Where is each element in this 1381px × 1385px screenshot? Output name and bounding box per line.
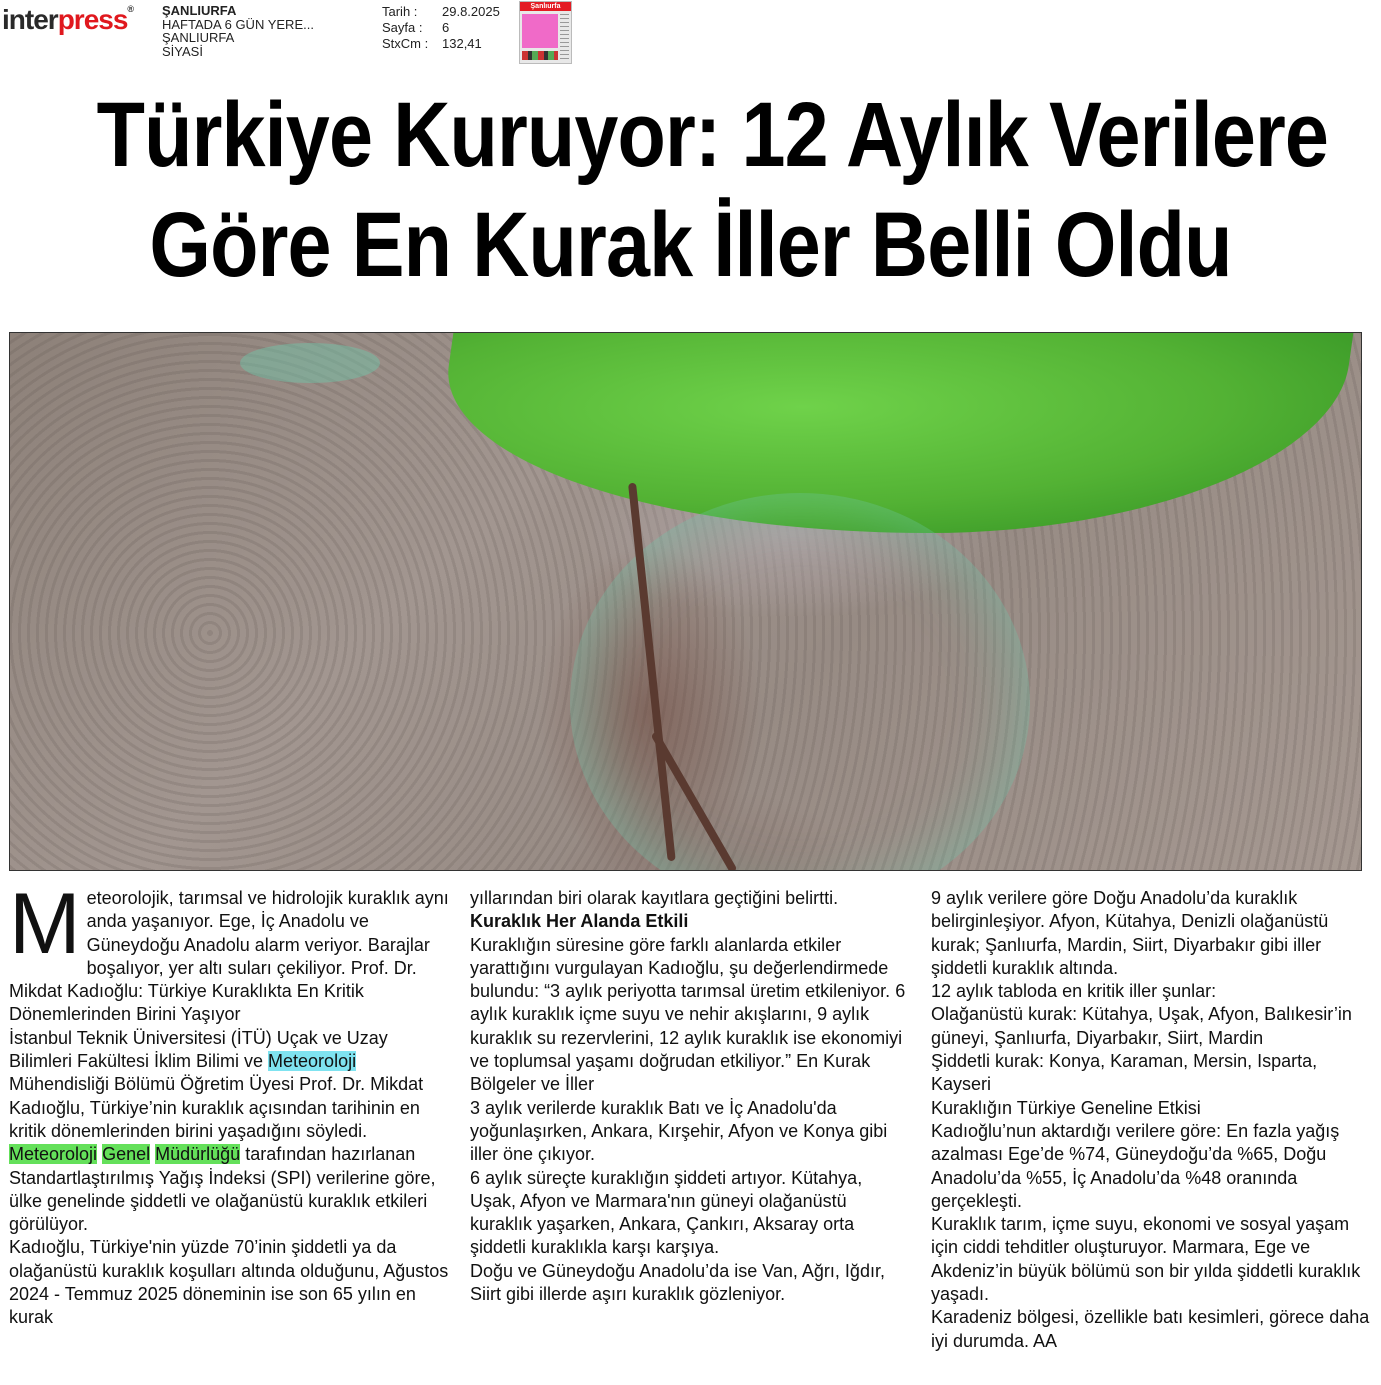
stxcm-label: StxCm : bbox=[382, 36, 429, 51]
thumbnail-masthead: Şanlıurfa bbox=[520, 2, 571, 11]
paragraph: 3 aylık verilerde kuraklık Batı ve İç Anadolu'da yoğunlaşırken, Ankara, Kırşehir, Afyon ve Konya gibi iller öne çıkıyor. bbox=[470, 1097, 888, 1165]
subheading: Kuraklık Her Alanda Etkili bbox=[470, 911, 689, 932]
clipping-header bbox=[0, 0, 1381, 66]
article-photo bbox=[9, 332, 1362, 871]
paragraph: Kadıoğlu’nun aktardığı verilere göre: En fazla yağış azalması Ege’de %74, Güneydoğu’da %65, Doğu Anadolu’da %55, İç Anadolu’da %48 oranında gerçekleşti. bbox=[931, 1120, 1340, 1211]
publication-info bbox=[162, 4, 314, 58]
paragraph: Meteorolojik, tarımsal ve hidrolojik kuraklık aynı anda yaşanıyor. Ege, İç Anadolu ve Güneydoğu Anadolu alarm veriyor. Barajlar boşalıyor, yer altı suları çekiliyor. Prof. Dr. Mikdat Kadıoğlu: Türkiye Kuraklıkta En Kritik Dönemlerinden Birini Yaşıyor bbox=[9, 876, 449, 1025]
page-value: 6 bbox=[442, 20, 450, 35]
thumbnail-text-lines bbox=[560, 14, 569, 60]
keyword-highlight: Müdürlüğü bbox=[155, 1144, 241, 1165]
page-label: Sayfa : bbox=[382, 20, 423, 35]
article-headline bbox=[96, 80, 1329, 300]
keyword-highlight: Meteoroloji bbox=[268, 1051, 357, 1072]
paragraph: Kadıoğlu, Türkiye'nin yüzde 70’inin şiddetli ya da olağanüstü kuraklık koşulları altında olduğunu, Ağustos 2024 - Temmuz 2025 döneminin ise son 65 yılın en kurak bbox=[9, 1237, 449, 1328]
paragraph: Kuraklığın Türkiye Geneline Etkisi bbox=[931, 1097, 1201, 1118]
article-column-1 bbox=[9, 876, 449, 1330]
paragraph: Doğu ve Güneydoğu Anadolu’da ise Van, Ağrı, Iğdır, Siirt gibi illerde aşırı kuraklık gözleniyor. bbox=[470, 1260, 885, 1305]
paragraph: Kuraklığın süresine göre farklı alanlarda etkiler yarattığını vurgulayan Kadıoğlu, şu değerlendirmede bulundu: “3 aylık periyotta tarımsal üretim etkileniyor. 6 aylık kuraklık içme suyu ve nehir akışlarını, 9 aylık kuraklık su rezervlerini, 12 aylık kuraklık ise ekonomiyi ve toplumsal yaşamı doğrudan etkiliyor.” En Kurak Bölgeler ve İller bbox=[470, 934, 906, 1095]
publication-region: ŞANLIURFA bbox=[162, 30, 235, 45]
paragraph: 12 aylık tabloda en kritik iller şunlar: bbox=[931, 981, 1217, 1002]
clipping-meta bbox=[382, 4, 500, 52]
date-value: 29.8.2025 bbox=[442, 4, 500, 19]
drop-cap: M bbox=[9, 876, 81, 972]
thumbnail-footer bbox=[522, 51, 558, 60]
date-label: Tarih : bbox=[382, 4, 418, 19]
publication-category: SİYASİ bbox=[162, 43, 203, 59]
paragraph: yıllarından biri olarak kayıtlara geçtiğini belirtti. bbox=[470, 888, 839, 908]
paragraph: Meteoroloji Genel Müdürlüğü tarafından hazırlanan Standartlaştırılmış Yağış İndeksi (SPI) verilerine göre, ülke genelinde şiddetli ve olağanüstü kuraklık etkileri görülüyor. bbox=[9, 1144, 436, 1235]
headline-line-2: Göre En Kurak İller Belli Oldu bbox=[149, 194, 1232, 296]
paragraph: Şiddetli kurak: Konya, Karaman, Mersin, Isparta, Kayseri bbox=[931, 1051, 1318, 1095]
article-body bbox=[9, 876, 1371, 1377]
photo-lake bbox=[425, 332, 1355, 533]
page-thumbnail[interactable] bbox=[519, 1, 572, 64]
stxcm-value: 132,41 bbox=[442, 36, 482, 51]
keyword-highlight: Genel bbox=[102, 1144, 151, 1165]
keyword-highlight: Meteoroloji bbox=[9, 1144, 98, 1165]
article-column-3 bbox=[931, 887, 1371, 1353]
paragraph: Karadeniz bölgesi, özellikle batı kesimleri, görece daha iyi durumda. AA bbox=[931, 1307, 1370, 1351]
publication-name: ŞANLIURFA bbox=[162, 3, 237, 18]
thumbnail-highlight bbox=[522, 14, 558, 48]
headline-line-1: Türkiye Kuruyor: 12 Aylık Verilere bbox=[96, 84, 1329, 186]
paragraph: 9 aylık verilere göre Doğu Anadolu’da kuraklık belirginleşiyor. Afyon, Kütahya, Denizli olağanüstü kurak; Şanlıurfa, Mardin, Siirt, Diyarbakır gibi iller şiddetli kuraklık altında. bbox=[931, 888, 1329, 978]
photo-patch bbox=[240, 343, 380, 383]
paragraph: İstanbul Teknik Üniversitesi (İTÜ) Uçak ve Uzay Bilimleri Fakültesi İklim Bilimi ve Meteoroloji Mühendisliği Bölümü Öğretim Üyesi Prof. Dr. Mikdat Kadıoğlu, Türkiye’nin kuraklık açısından tarihinin en kritik dönemlerinden birini yaşadığını söyledi. bbox=[9, 1027, 424, 1141]
publication-frequency: HAFTADA 6 GÜN YERE... bbox=[162, 16, 314, 32]
paragraph: Kuraklık tarım, içme suyu, ekonomi ve sosyal yaşam için ciddi tehditler oluşturuyor. Marmara, Ege ve Akdeniz’in büyük bölümü son bir yılda şiddetli kuraklık yaşadı. bbox=[931, 1214, 1361, 1305]
article-column-2 bbox=[470, 887, 910, 1306]
paragraph: Olağanüstü kurak: Kütahya, Uşak, Afyon, Balıkesir’in güneyi, Şanlıurfa, Diyarbakır, Siirt, Mardin bbox=[931, 1004, 1352, 1048]
paragraph: 6 aylık süreçte kuraklığın şiddeti artıyor. Kütahya, Uşak, Afyon ve Marmara'nın güneyi olağanüstü kuraklık yaşarken, Ankara, Çankırı, Aksaray orta şiddetli kuraklıkla karşı karşıya. bbox=[470, 1167, 863, 1258]
interpress-logo: interpress® bbox=[2, 4, 134, 35]
